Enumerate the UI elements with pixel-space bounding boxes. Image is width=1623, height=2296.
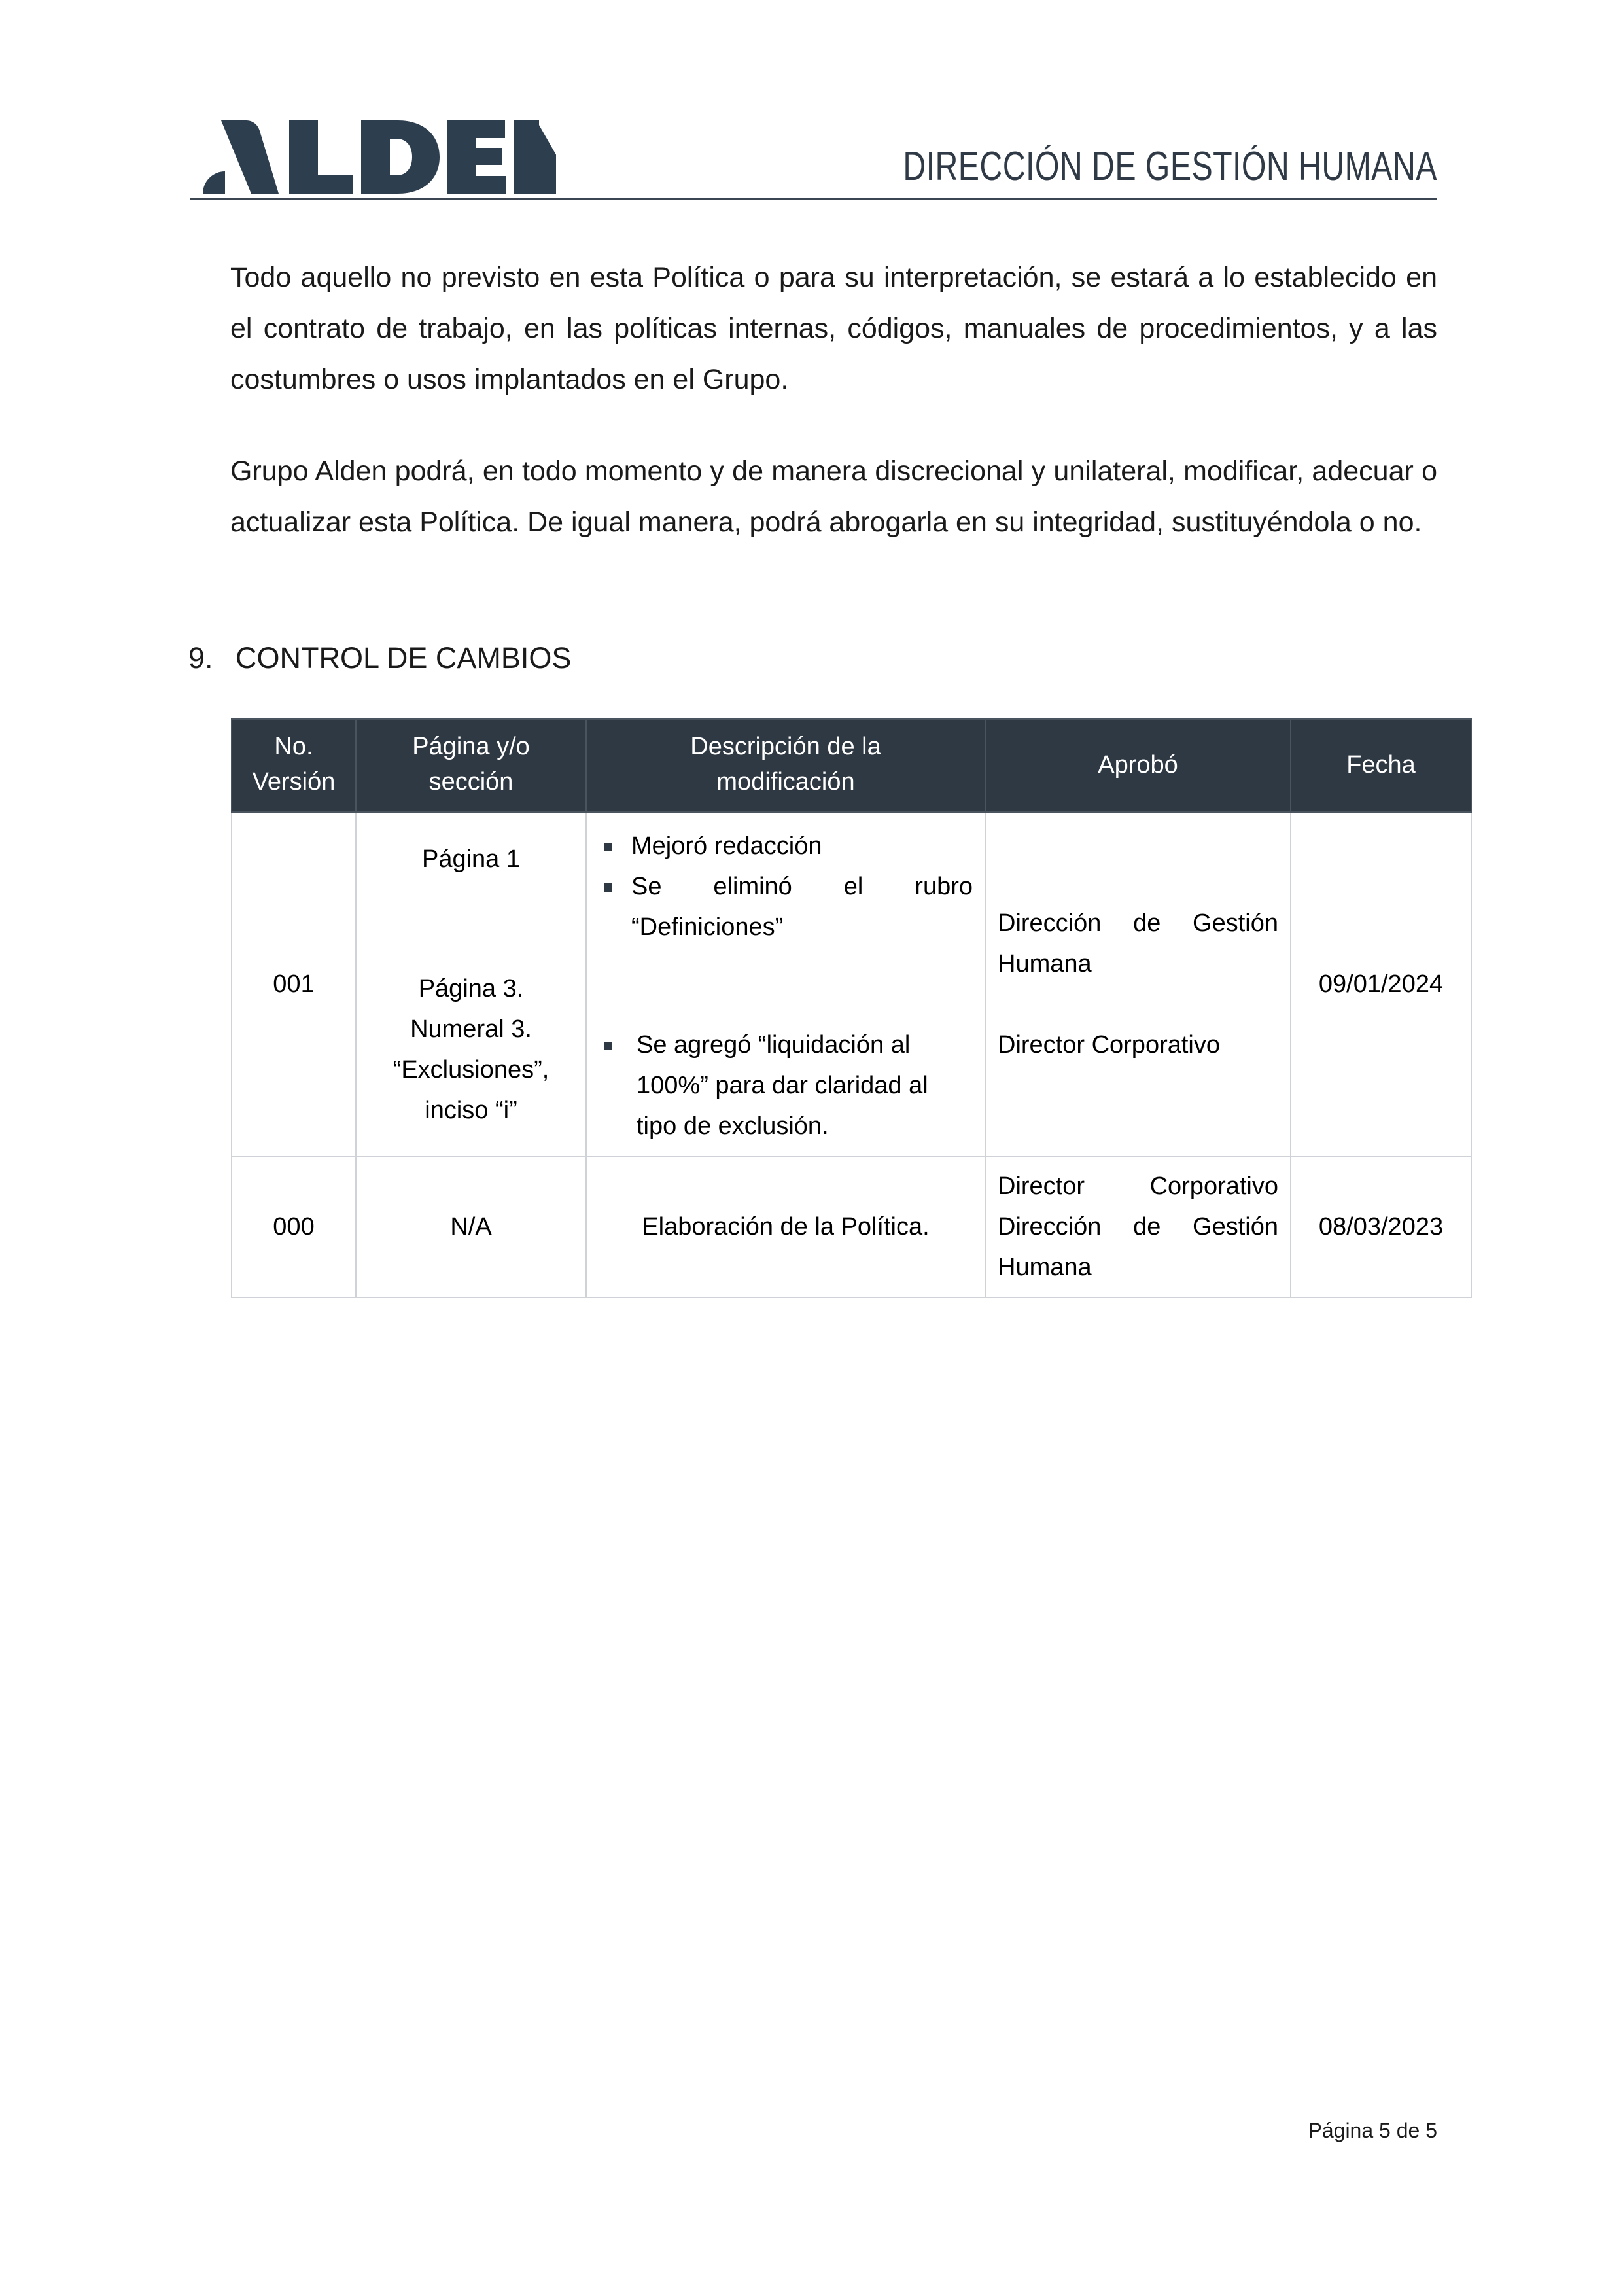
alden-logo <box>190 120 556 192</box>
header-divider <box>190 198 1437 200</box>
cell-descripcion <box>586 812 985 1156</box>
cell-fecha: 08/03/2023 <box>1291 1156 1471 1298</box>
column-header-descripcion <box>586 719 985 812</box>
footer <box>230 2119 1437 2143</box>
section-title: CONTROL DE CAMBIOS <box>236 641 572 675</box>
table-header <box>232 719 1471 812</box>
column-header-pagina-line1: Página y/o <box>412 733 530 760</box>
cell-version: 001 <box>232 812 356 1156</box>
header-title: DIRECCIÓN DE GESTIÓN HUMANA <box>903 144 1437 189</box>
column-header-version-line1: No. <box>274 733 313 760</box>
column-header-descripcion-line2: modificación <box>716 768 855 796</box>
column-header-fecha-line1: Fecha <box>1346 751 1416 779</box>
page-number: Página 5 de 5 <box>1308 2119 1437 2142</box>
list-item: Se agregó “liquidación al 100%” para dar claridad al tipo de exclusión. <box>599 1025 973 1146</box>
cell-pagina: N/A <box>356 1156 586 1298</box>
list-item: Se eliminó el rubro “Definiciones” <box>599 866 973 947</box>
column-header-fecha <box>1291 719 1471 812</box>
paragraph-1: Todo aquello no previsto en esta Política o para su interpretación, se estará a lo establecido en el contrato de trabajo, en las políticas internas, códigos, manuales de procedimientos, y a las costumbres o usos implantados en el Grupo. <box>230 262 1437 395</box>
cell-aprobo <box>985 812 1291 1156</box>
cell-aprobo <box>985 1156 1291 1298</box>
document-header <box>190 98 1437 226</box>
section-heading <box>188 641 1438 675</box>
column-header-version-line2: Versión <box>252 768 336 796</box>
table-row <box>232 812 1471 1156</box>
cell-fecha: 09/01/2024 <box>1291 812 1471 1156</box>
body-content <box>230 252 1437 548</box>
column-header-version <box>232 719 356 812</box>
cell-aprobo-part1: Dirección de Gestión Humana <box>998 910 1278 978</box>
cell-descripcion-text: Elaboración de la Política. <box>642 1213 930 1241</box>
cell-descripcion <box>586 1156 985 1298</box>
table-header-row <box>232 719 1471 812</box>
paragraph-2: Grupo Alden podrá, en todo momento y de manera discrecional y unilateral, modificar, adecuar o actualizar esta Política. De igual manera, podrá abrogarla en su integridad, sustituyéndola o no. <box>230 455 1437 538</box>
table-body <box>232 812 1471 1298</box>
cell-aprobo-text: Director Corporativo Dirección de Gestión Humana <box>998 1173 1278 1281</box>
cell-aprobo-part2: Director Corporativo <box>998 1031 1220 1059</box>
table-row <box>232 1156 1471 1298</box>
column-header-aprobo-line1: Aprobó <box>1098 751 1178 779</box>
cell-aprobo-spacer <box>998 984 1278 1025</box>
column-header-pagina-line2: sección <box>428 768 514 796</box>
cell-pagina-part1: Página 1 <box>421 845 520 873</box>
cell-pagina-part2: Página 3. Numeral 3. “Exclusiones”, inciso “i” <box>393 975 550 1124</box>
control-de-cambios-table <box>231 718 1472 1298</box>
list-item: Mejoró redacción <box>599 826 973 866</box>
cell-pagina <box>356 812 586 1156</box>
section-number: 9. <box>188 641 213 675</box>
descripcion-bullet-list <box>599 826 973 1146</box>
column-header-pagina <box>356 719 586 812</box>
column-header-descripcion-line1: Descripción de la <box>690 733 881 760</box>
column-header-aprobo <box>985 719 1291 812</box>
cell-version: 000 <box>232 1156 356 1298</box>
